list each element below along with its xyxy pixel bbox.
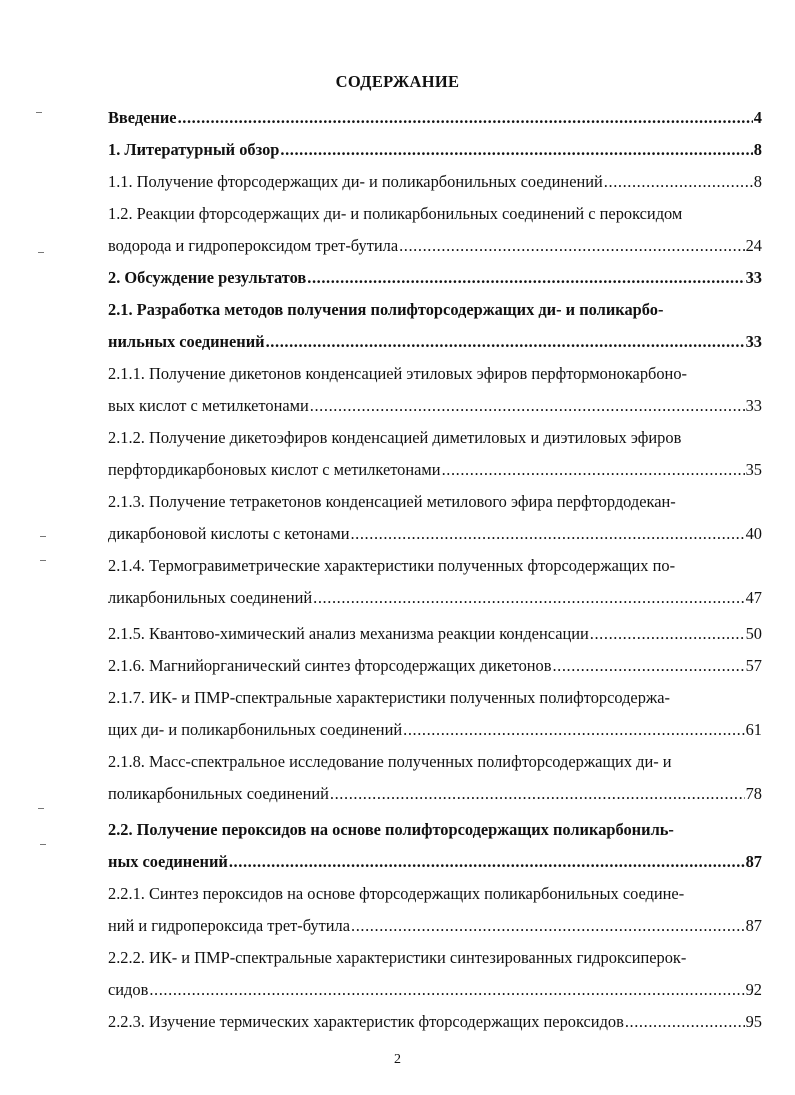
- toc-entry-title: ний и гидропероксида трет-бутила: [108, 916, 351, 935]
- toc-page-number: 40: [745, 524, 762, 543]
- toc-entry-1-2[interactable]: [108, 230, 762, 262]
- toc-entry-2-2-1[interactable]: [108, 910, 762, 942]
- toc-entry-title: щих ди- и поликарбонильных соединений: [108, 720, 403, 739]
- toc-leader-dots: [350, 518, 744, 550]
- toc-page-number: 33: [745, 396, 762, 415]
- toc-leader-dots: [330, 778, 745, 810]
- toc-entry-2-1[interactable]: [108, 326, 762, 358]
- scan-speck: [40, 844, 46, 845]
- toc-entry-title: Введение: [108, 108, 177, 127]
- toc-leader-dots: [313, 582, 744, 614]
- toc-entry-title: сидов: [108, 980, 149, 999]
- toc-entry-2-1-line1: 2.1. Разработка методов получения полифторсодержащих ди- и поликарбо-: [108, 300, 664, 319]
- scan-speck: [40, 560, 46, 561]
- toc-leader-dots: [266, 326, 745, 358]
- toc-entry-2-1-7-line1: 2.1.7. ИК- и ПМР-спектральные характеристики полученных полифторсодержа-: [108, 688, 670, 707]
- toc-leader-dots: [625, 1006, 745, 1038]
- toc-page-number: 61: [745, 720, 762, 739]
- toc-entry-2-1-2-line1: 2.1.2. Получение дикетоэфиров конденсацией диметиловых и диэтиловых эфиров: [108, 428, 682, 447]
- toc-entry-1-1[interactable]: [108, 166, 762, 198]
- toc-page-number: 4: [753, 108, 762, 127]
- toc-entry-title: 2.1.5. Квантово-химический анализ механизма реакции конденсации: [108, 624, 589, 643]
- toc-leader-dots: [403, 714, 744, 746]
- toc-page-number: 92: [745, 980, 762, 999]
- toc-entry-title: 2. Обсуждение результатов: [108, 268, 307, 287]
- toc-page-number: 50: [745, 624, 762, 643]
- toc-entry-2-2-1-line1: 2.2.1. Синтез пероксидов на основе фторсодержащих поликарбонильных соедине-: [108, 884, 685, 903]
- toc-page-number: 87: [745, 852, 762, 871]
- toc-leader-dots: [310, 390, 745, 422]
- toc-entry-title: вых кислот с метилкетонами: [108, 396, 309, 415]
- toc-entry-title: перфтордикарбоновых кислот с метилкетонами: [108, 460, 441, 479]
- toc-entry-chapter-2[interactable]: [108, 262, 762, 294]
- toc-leader-dots: [590, 618, 745, 650]
- scan-speck: [38, 252, 44, 253]
- toc-leader-dots: [307, 262, 744, 294]
- toc-page-number: 57: [745, 656, 762, 675]
- toc-entry-title: ных соединений: [108, 852, 228, 871]
- toc-page-number: 95: [745, 1012, 762, 1031]
- toc-leader-dots: [178, 102, 753, 134]
- toc-page-number: 87: [745, 916, 762, 935]
- toc-leader-dots: [552, 650, 744, 682]
- toc-entry-2-1-3-line1: 2.1.3. Получение тетракетонов конденсацией метилового эфира перфтордодекан-: [108, 492, 676, 511]
- toc-entry-2-2-3[interactable]: [108, 1006, 762, 1038]
- toc-page-number: 8: [753, 140, 762, 159]
- toc-entry-2-1-7[interactable]: [108, 714, 762, 746]
- toc-entry-2-2-2-line1: 2.2.2. ИК- и ПМР-спектральные характеристики синтезированных гидроксиперок-: [108, 948, 687, 967]
- scan-speck: [38, 808, 44, 809]
- toc-leader-dots: [442, 454, 745, 486]
- toc-page-number: 8: [753, 172, 762, 191]
- toc-entry-2-1-1-line1: 2.1.1. Получение дикетонов конденсацией этиловых эфиров перфтормонокарбоно-: [108, 364, 687, 383]
- toc-entry-2-2[interactable]: [108, 846, 762, 878]
- toc-entry-2-1-8[interactable]: [108, 778, 762, 810]
- toc-entry-2-1-4-line1: 2.1.4. Термогравиметрические характеристики полученных фторсодержащих по-: [108, 556, 676, 575]
- page-number: 2: [394, 1052, 401, 1067]
- toc-entry-chapter-1[interactable]: [108, 134, 762, 166]
- toc-entry-introduction[interactable]: [108, 102, 762, 134]
- toc-entry-2-1-1[interactable]: [108, 390, 762, 422]
- toc-page-number: 33: [745, 268, 762, 287]
- toc-page-number: 78: [745, 784, 762, 803]
- toc-entry-1-2-line1: 1.2. Реакции фторсодержащих ди- и поликарбонильных соединений с пероксидом: [108, 204, 683, 223]
- toc-page-number: 47: [745, 588, 762, 607]
- toc-entry-2-1-8-line1: 2.1.8. Масс-спектральное исследование полученных полифторсодержащих ди- и: [108, 752, 672, 771]
- toc-entry-2-1-6[interactable]: [108, 650, 762, 682]
- toc-entry-title: дикарбоновой кислоты с кетонами: [108, 524, 350, 543]
- toc-entry-2-1-5[interactable]: [108, 618, 762, 650]
- toc-entry-title: 1. Литературный обзор: [108, 140, 280, 159]
- toc-entry-2-1-4[interactable]: [108, 582, 762, 614]
- toc-leader-dots: [604, 166, 753, 198]
- toc-page-number: 24: [745, 236, 762, 255]
- toc-entry-2-2-2[interactable]: [108, 974, 762, 1006]
- scan-speck: [36, 112, 42, 113]
- toc-entry-title: ликарбонильных соединений: [108, 588, 313, 607]
- toc-leader-dots: [351, 910, 745, 942]
- toc-entry-2-1-3[interactable]: [108, 518, 762, 550]
- toc-page-number: 33: [745, 332, 762, 351]
- toc-entry-title: водорода и гидропероксидом трет-бутила: [108, 236, 399, 255]
- toc-leader-dots: [399, 230, 745, 262]
- page-title: СОДЕРЖАНИЕ: [335, 72, 460, 91]
- scan-speck: [40, 536, 46, 537]
- toc-page-number: 35: [745, 460, 762, 479]
- toc-entry-2-2-line1: 2.2. Получение пероксидов на основе полифторсодержащих поликарбониль-: [108, 820, 674, 839]
- toc-entry-2-1-2[interactable]: [108, 454, 762, 486]
- toc-leader-dots: [280, 134, 752, 166]
- toc-entry-title: 2.1.6. Магнийорганический синтез фторсодержащих дикетонов: [108, 656, 552, 675]
- toc-entry-title: 1.1. Получение фторсодержащих ди- и поликарбонильных соединений: [108, 172, 603, 191]
- toc-leader-dots: [229, 846, 745, 878]
- toc-leader-dots: [149, 974, 744, 1006]
- toc-entry-title: 2.2.3. Изучение термических характеристик фторсодержащих пероксидов: [108, 1012, 624, 1031]
- toc-entry-title: нильных соединений: [108, 332, 265, 351]
- toc-entry-title: поликарбонильных соединений: [108, 784, 329, 803]
